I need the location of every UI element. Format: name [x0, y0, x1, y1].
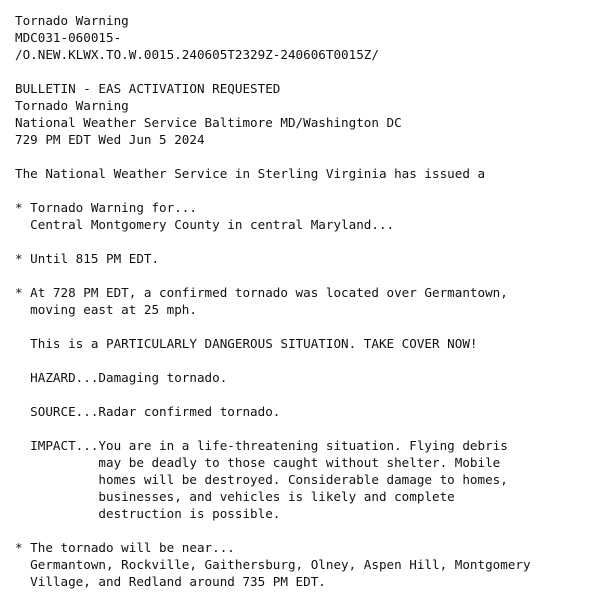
- warning-bulletin-text: [15, 12, 600, 590]
- blank-line: [15, 522, 600, 539]
- impact-line: businesses, and vehicles is likely and complete: [15, 489, 455, 504]
- hazard-line: HAZARD...Damaging tornado.: [15, 370, 228, 385]
- source-line: SOURCE...Radar confirmed tornado.: [15, 404, 281, 419]
- impact-line: IMPACT...You are in a life-threatening situation. Flying debris: [15, 438, 508, 453]
- pds-statement: This is a PARTICULARLY DANGEROUS SITUATION. TAKE COVER NOW!: [15, 336, 478, 351]
- warning-for-label: * Tornado Warning for...: [15, 200, 197, 215]
- blank-line: [15, 63, 600, 80]
- tornado-location: * At 728 PM EDT, a confirmed tornado was located over Germantown,: [15, 285, 508, 300]
- eas-activation: BULLETIN - EAS ACTIVATION REQUESTED: [15, 81, 281, 96]
- warning-area: Central Montgomery County in central Maryland...: [15, 217, 395, 232]
- near-label: * The tornado will be near...: [15, 540, 235, 555]
- impact-line: homes will be destroyed. Considerable damage to homes,: [15, 472, 508, 487]
- blank-line: [15, 267, 600, 284]
- impact-line: may be deadly to those caught without shelter. Mobile: [15, 455, 501, 470]
- blank-line: [15, 352, 600, 369]
- impact-line: destruction is possible.: [15, 506, 281, 521]
- vtec-code: /O.NEW.KLWX.TO.W.0015.240605T2329Z-240606T0015Z/: [15, 47, 379, 62]
- issuing-office: National Weather Service Baltimore MD/Washington DC: [15, 115, 402, 130]
- product-name: Tornado Warning: [15, 98, 129, 113]
- blank-line: [15, 420, 600, 437]
- blank-line: [15, 318, 600, 335]
- intro-line: The National Weather Service in Sterling Virginia has issued a: [15, 166, 486, 181]
- until-line: * Until 815 PM EDT.: [15, 251, 160, 266]
- issue-time: 729 PM EDT Wed Jun 5 2024: [15, 132, 205, 147]
- near-locations: Germantown, Rockville, Gaithersburg, Olney, Aspen Hill, Montgomery: [15, 557, 531, 572]
- near-locations: Village, and Redland around 735 PM EDT.: [15, 574, 326, 589]
- blank-line: [15, 233, 600, 250]
- tornado-motion: moving east at 25 mph.: [15, 302, 197, 317]
- blank-line: [15, 182, 600, 199]
- blank-line: [15, 148, 600, 165]
- zone-code: MDC031-060015-: [15, 30, 122, 45]
- header-title: Tornado Warning: [15, 13, 129, 28]
- blank-line: [15, 386, 600, 403]
